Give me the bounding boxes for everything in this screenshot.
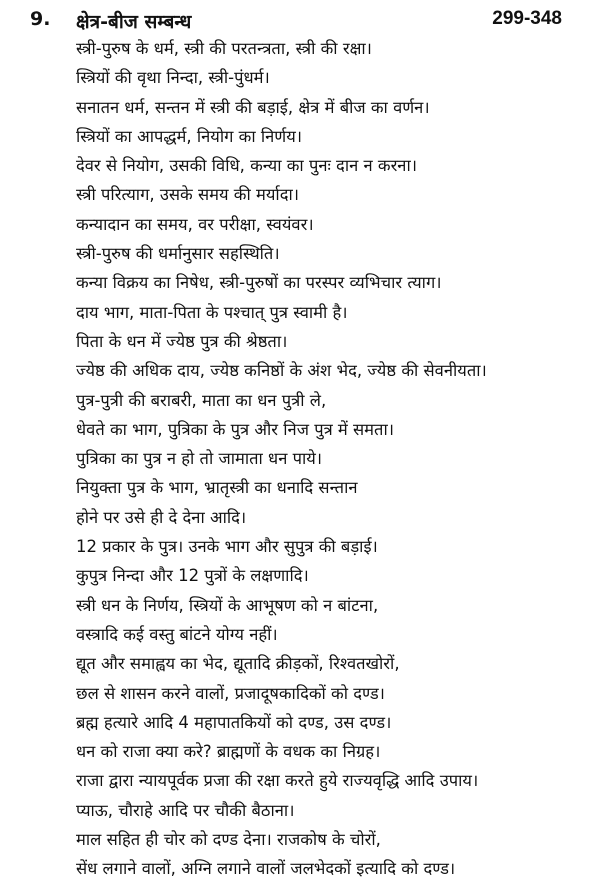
text-line: 12 प्रकार के पुत्र। उनके भाग और सुपुत्र की बड़ाई। xyxy=(76,537,378,557)
text-line: छल से शासन करने वालों, प्रजादूषकादिकों को दण्ड। xyxy=(76,683,385,703)
text-line: स्त्री परित्याग, उसके समय की मर्यादा। xyxy=(76,185,299,205)
verse-range: 299-348 xyxy=(492,8,562,29)
text-line: राजा द्वारा न्यायपूर्वक प्रजा की रक्षा करते हुये राज्यवृद्धि आदि उपाय। xyxy=(76,771,479,791)
text-line: सेंध लगाने वालों, अग्नि लगाने वालों जलभेदकों इत्यादि को दण्ड। xyxy=(76,859,456,879)
text-line: पुत्र-पुत्री की बराबरी, माता का धन पुत्री ले, xyxy=(76,390,327,410)
text-line: पिता के धन में ज्येष्ठ पुत्र की श्रेष्ठता। xyxy=(76,331,288,351)
text-line: धेवते का भाग, पुत्रिका के पुत्र और निज पुत्र में समता। xyxy=(76,419,394,439)
text-line: स्त्रियों का आपद्धर्म, नियोग का निर्णय। xyxy=(76,126,303,146)
text-line: ब्रह्म हत्यारे आदि 4 महापातकियों को दण्ड, उस दण्ड। xyxy=(76,712,392,732)
section-number: 9. xyxy=(30,8,51,30)
text-line: स्त्रियों की वृथा निन्दा, स्त्री-पुंधर्म। xyxy=(76,68,270,88)
text-line: पुत्रिका का पुत्र न हो तो जामाता धन पाये। xyxy=(76,449,323,469)
content-lines xyxy=(76,34,596,884)
section-header xyxy=(0,4,600,34)
text-line: होने पर उसे ही दे देना आदि। xyxy=(76,507,247,527)
text-line: ज्येष्ठ की अधिक दाय, ज्येष्ठ कनिष्ठों के अंश भेद, ज्येष्ठ की सेवनीयता। xyxy=(76,361,487,381)
text-line: स्त्री-पुरुष के धर्म, स्त्री की परतन्त्रता, स्त्री की रक्षा। xyxy=(76,39,372,58)
text-line: सनातन धर्म, सन्तन में स्त्री की बड़ाई, क्षेत्र में बीज का वर्णन। xyxy=(76,97,430,117)
text-line: माल सहित ही चोर को दण्ड देना। राजकोष के चोरों, xyxy=(76,830,381,850)
text-line: धन को राजा क्या करे? ब्राह्मणों के वधक का निग्रह। xyxy=(76,742,381,762)
text-line: कन्या विक्रय का निषेध, स्त्री-पुरुषों का परस्पर व्यभिचार त्याग। xyxy=(76,273,442,293)
text-line: वस्त्रादि कई वस्तु बांटने योग्य नहीं। xyxy=(76,624,278,644)
text-line: द्यूत और समाह्वय का भेद, द्यूतादि क्रीड़कों, रिश्वतखोरों, xyxy=(76,654,400,674)
text-line: कुपुत्र निन्दा और 12 पुत्रों के लक्षणादि। xyxy=(76,566,309,586)
text-line: दाय भाग, माता-पिता के पश्चात् पुत्र स्वामी है। xyxy=(76,302,348,322)
text-line: देवर से नियोग, उसकी विधि, कन्या का पुनः दान न करना। xyxy=(76,156,417,176)
section-title: क्षेत्र-बीज सम्बन्ध xyxy=(76,11,192,33)
text-line: नियुक्ता पुत्र के भाग, भ्रातृस्त्री का धनादि सन्तान xyxy=(76,478,358,498)
text-line: कन्यादान का समय, वर परीक्षा, स्वयंवर। xyxy=(76,214,314,234)
text-line: प्याऊ, चौराहे आदि पर चौकी बैठाना। xyxy=(76,800,295,820)
text-line: स्त्री धन के निर्णय, स्त्रियों के आभूषण को न बांटना, xyxy=(76,595,379,615)
text-line: स्त्री-पुरुष की धर्मानुसार सहस्थिति। xyxy=(76,244,280,264)
